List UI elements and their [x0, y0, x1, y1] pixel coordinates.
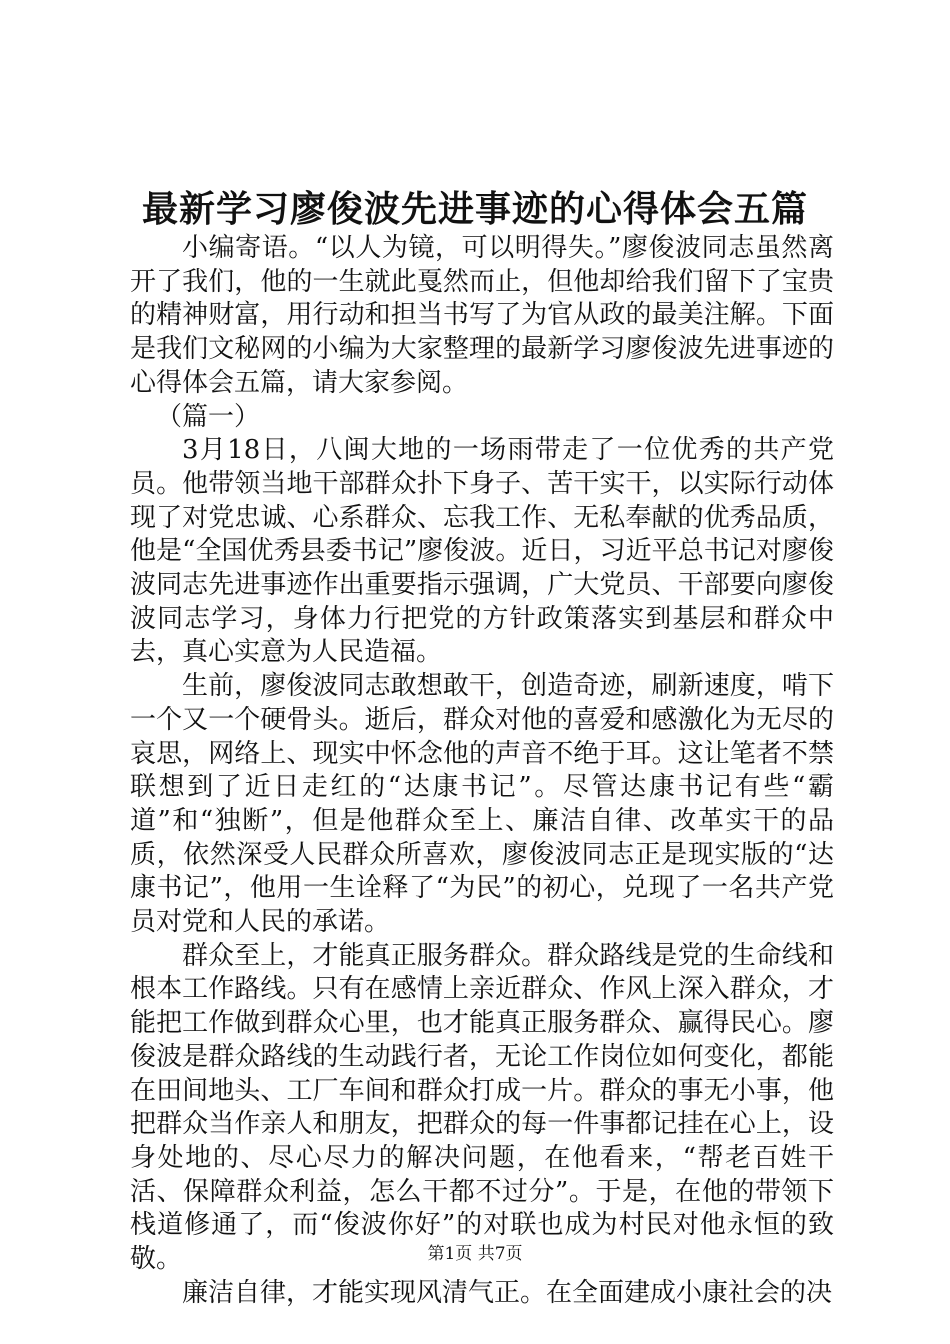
- body-paragraph: 廉洁自律，才能实现风清气正。在全面建成小康社会的决: [182, 1277, 833, 1308]
- page-title: 最新学习廖俊波先进事迹的心得体会五篇: [141, 188, 808, 230]
- body-paragraph: 3月18日，八闽大地的一场雨带走了一位优秀的共产党员。他带领当地干部群众扑下身子、苦干实干，以实际行动体现了对党忠诚、心系群众、忘我工作、无私奉献的优秀品质，他是“全国优秀县委书记”廖俊波。近日，习近平总书记对廖俊波同志先进事迹作出重要指示强调，广大党员、干部要向廖俊波同志学习，身体力行把党的方针政策落实到基层和群众中去，真心实意为人民造福。: [130, 435, 834, 668]
- body-paragraph: 群众至上，才能真正服务群众。群众路线是党的生命线和根本工作路线。只有在感情上亲近群众、作风上深入群众，才能把工作做到群众心里，也才能真正服务群众、赢得民心。廖俊波是群众路线的生动践行者，无论工作岗位如何变化，都能在田间地头、工厂车间和群众打成一片。群众的事无小事，他把群众当作亲人和朋友，把群众的每一件事都记挂在心上，设身处地的、尽心尽力的解决问题，在他看来，“帮老百姓干活、保障群众利益，怎么干都不过分”。于是，在他的带领下栈道修通了，而“俊波你好”的对联也成为村民对他永恒的致敬。: [130, 940, 834, 1275]
- section-heading: （篇一）: [156, 401, 261, 432]
- document-body: [130, 232, 834, 1311]
- body-paragraph: 生前，廖俊波同志敢想敢干，创造奇迹，刷新速度，啃下一个又一个硬骨头。逝后，群众对他的喜爱和感激化为无尽的哀思，网络上、现实中怀念他的声音不绝于耳。这让笔者不禁联想到了近日走红的“达康书记”。尽管达康书记有些“霸道”和“独断”，但是他群众至上、廉洁自律、改革实干的品质，依然深受人民群众所喜欢，廖俊波同志正是现实版的“达康书记”，他用一生诠释了“为民”的初心，兑现了一名共产党员对党和人民的承诺。: [130, 671, 834, 938]
- intro-paragraph: 小编寄语。“以人为镜，可以明得失。”廖俊波同志虽然离开了我们，他的一生就此戛然而止，但他却给我们留下了宝贵的精神财富，用行动和担当书写了为官从政的最美注解。下面是我们文秘网的小编为大家整理的最新学习廖俊波先进事迹的心得体会五篇，请大家参阅。: [130, 233, 834, 398]
- page-footer: 第1页 共7页: [427, 1244, 523, 1264]
